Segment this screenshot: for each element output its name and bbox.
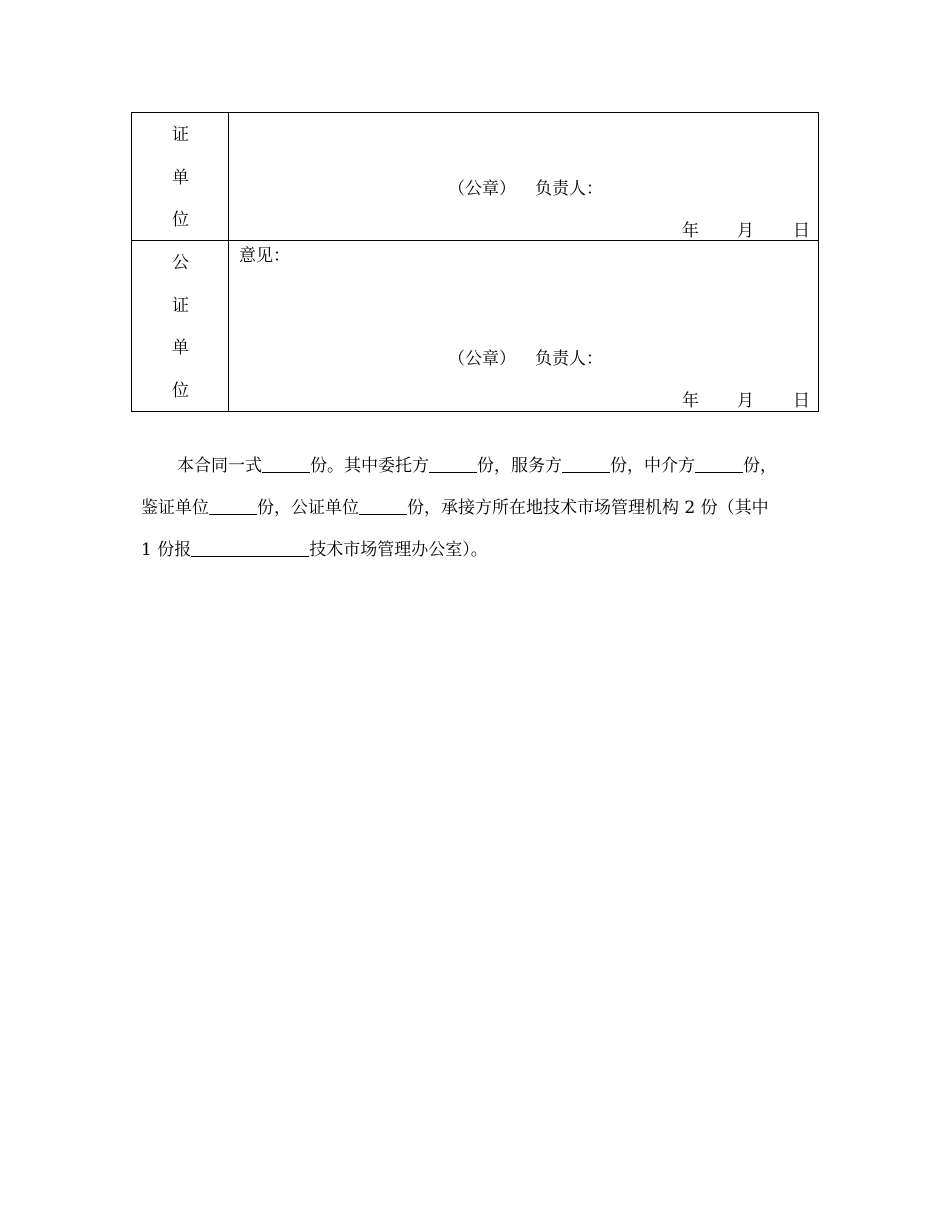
date-day: 日 [793,391,810,411]
date-year: 年 [682,391,699,411]
date-month: 月 [737,221,754,241]
verification-unit-row [132,113,818,241]
principal-label: 负责人： [535,349,603,369]
label-char: 公 [172,253,189,273]
date-day: 日 [793,221,810,241]
copies-text: 本合同一式 [177,456,262,476]
verification-unit-label [132,113,229,240]
tech-market-office-blank[interactable] [191,538,309,557]
copies-text: 技术市场管理办公室）。 [309,540,488,560]
copies-total-blank[interactable] [262,454,310,473]
copies-text: 份，承接方所在地技术市场管理机构 2 份（其中 [407,498,769,518]
label-char: 证 [172,296,189,316]
copies-text: 份。其中委托方 [310,456,429,476]
principal-label: 负责人： [535,179,603,199]
client-copies-blank[interactable] [429,454,477,473]
notary-unit-content [229,241,818,411]
notary-unit-row [132,241,818,411]
service-provider-copies-blank[interactable] [562,454,610,473]
paragraph-line [131,452,819,494]
copies-text: 1 份报 [141,540,192,560]
label-char: 位 [172,210,189,230]
label-char: 证 [172,125,189,145]
verification-unit-content [229,113,818,240]
notary-unit-label [132,241,229,411]
official-seal-text: （公章） [448,349,516,369]
copies-paragraph [131,452,819,578]
date-month: 月 [737,391,754,411]
notary-copies-blank[interactable] [359,496,407,515]
copies-text: 份，服务方 [477,456,562,476]
label-char: 单 [172,168,189,188]
paragraph-line [141,536,819,578]
copies-text: 鉴证单位 [141,498,209,518]
signature-table [131,112,819,412]
copies-text: 份，公证单位 [257,498,359,518]
copies-text: 份，中介方 [610,456,695,476]
opinion-label: 意见： [239,246,290,266]
verification-copies-blank[interactable] [209,496,257,515]
label-char: 单 [172,338,189,358]
official-seal-text: （公章） [448,179,516,199]
paragraph-line [141,494,819,536]
label-char: 位 [172,381,189,401]
copies-text: 份， [743,456,777,476]
intermediary-copies-blank[interactable] [695,454,743,473]
date-year: 年 [682,221,699,241]
